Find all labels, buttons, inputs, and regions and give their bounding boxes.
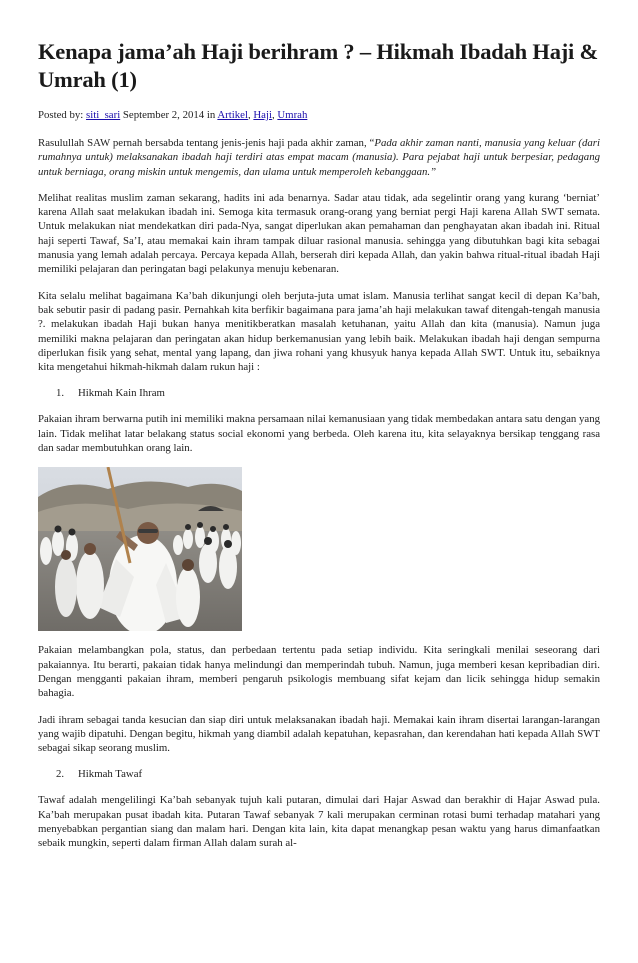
article — [38, 38, 600, 851]
pilgrims-photo — [38, 467, 242, 631]
category-separator: , — [247, 109, 251, 121]
list-number: 2. — [56, 768, 65, 781]
author-link[interactable]: siti_sari — [86, 109, 121, 121]
hadith-intro: Rasulullah SAW pernah bersabda tentang jenis-jenis haji pada akhir zaman, “ — [38, 137, 375, 149]
paragraph-reality: Melihat realitas muslim zaman sekarang, hadits ini ada benarnya. Sadar atau tidak, ada segelintir orang yang kurang ‘berniat’ karena Allah saat melakukan ibadah ini. Semoga kita termasuk orang-orang yang berniat pergi Haji karena Allah SWT semata. Untuk melakukan niat mendekatkan diri pada-Nya, sangat diperlukan akan pemahaman dan penghayatan akan ibadah ini. Ritual haji seperti Tawaf, Sa’I, atau memakai kain ihram tampak diluar rasional manusia. sehingga yang dibutuhkan bagi kita sebagai manusia yang lemah adalah percaya. Percaya kepada Allah, berserah diri kepada Allah, dan yakin bahwa ritual-ritual ibadah Haji memiliki pelajaran dan peringatan bagi pelakunya menuju kebenaran. — [38, 191, 600, 276]
pilgrims-photo-image — [38, 467, 242, 631]
paragraph-purity: Jadi ihram sebagai tanda kesucian dan siap diri untuk melaksanakan ibadah haji. Memakai kain ihram disertai larangan-larangan yang wajib dipatuhi. Dengan begitu, hikmah yang diambil adalah kepatuhan, kepasrahan, dan kerendahan hati kepada Allah SWT sebagai sikap seorang muslim. — [38, 713, 600, 755]
category-link-haji[interactable]: Haji — [253, 109, 272, 121]
paragraph-ihram-meaning: Pakaian ihram berwarna putih ini memiliki makna persamaan nilai kemanusiaan yang tidak membedakan antara satu dengan yang lain. Tidak melihat latar belakang status social ekonomi yang berbeda. Oleh karena itu, kita selayaknya bersikap tenggang rasa dan sadar membutuhkan orang lain. — [38, 413, 600, 455]
paragraph-kabah: Kita selalu melihat bagaimana Ka’bah dikunjungi oleh berjuta-juta umat islam. Manusia terlihat sangat kecil di depan Ka’bah, bak sebutir pasir di padang pasir. Pernahkah kita berfikir bagaimana para jama’ah haji melakukan tawaf ditengah-tengah manusia ?. melakukan ibadah Haji bukan hanya menitikberatkan masalah ketuhanan, yaitu Allah dan kita (manusia). Namun juga memiliki makna pelajaran dan peringatan akan hidup berkemanusian yang lebih baik. Melakukan ibadah haji dengan sempurna diperlukan fisik yang sehat, mental yang lapang, dan jiwa rohani yang khusyuk hanya kepada Allah SWT. Untuk itu, sebaiknya kita mengetahui hikmah-hikmah dalam rukun haji : — [38, 289, 600, 374]
category-link-umrah[interactable]: Umrah — [277, 109, 308, 121]
hadith-quote: Pada akhir zaman nanti, manusia yang keluar (dari rumahnya untuk) melaksanakan ibadah haji terdiri atas empat macam (manusia). Para pejabat haji untuk berpesiar, pedagang untuk berniaga, orang miskin untuk mengemis, dan ulama untuk memperoleh kebanggaan.” — [38, 137, 600, 178]
paragraph-clothing: Pakaian melambangkan pola, status, dan perbedaan tertentu pada setiap individu. Kita seringkali menilai seseorang dari pakaiannya. Itu berarti, pakaian tidak hanya melindungi dan memperindah tubuh. Namun, juga memberi kesan kepribadian diri. Dengan mengganti pakaian ihram, memberi pengaruh psikologis membuang sifat kejam dan licik sehingga hidup semakin bahagia. — [38, 644, 600, 700]
paragraph-hadith — [38, 136, 600, 179]
category-link-artikel[interactable]: Artikel — [217, 109, 248, 121]
list-label: Hikmah Tawaf — [78, 768, 143, 781]
post-date: September 2, 2014 in — [122, 109, 216, 121]
paragraph-tawaf: Tawaf adalah mengelilingi Ka’bah sebanyak tujuh kali putaran, dimulai dari Hajar Aswad dan berakhir di Hajar Aswad pula. Ka’bah merupakan pusat ibadah kita. Putaran Tawaf sebanyak 7 kali merupakan cerminan rotasi bumi terhadap matahari yang menyebabkan pergantian siang dan malam hari. Dengan kita lain, kita dapat menangkap pesan waktu yang harus dimanfaatkan sebaik mungkin, seperti dalam firman Allah dalam surah al- — [38, 794, 600, 850]
list-label: Hikmah Kain Ihram — [78, 387, 165, 400]
list-item-tawaf — [38, 767, 600, 781]
post-meta — [38, 108, 600, 122]
posted-by-label: Posted by: — [38, 109, 84, 121]
article-title: Kenapa jama’ah Haji berihram ? – Hikmah Ibadah Haji & Umrah (1) — [38, 39, 599, 92]
list-item-ihram — [38, 386, 600, 400]
category-separator: , — [271, 109, 275, 121]
list-number: 1. — [56, 387, 65, 400]
